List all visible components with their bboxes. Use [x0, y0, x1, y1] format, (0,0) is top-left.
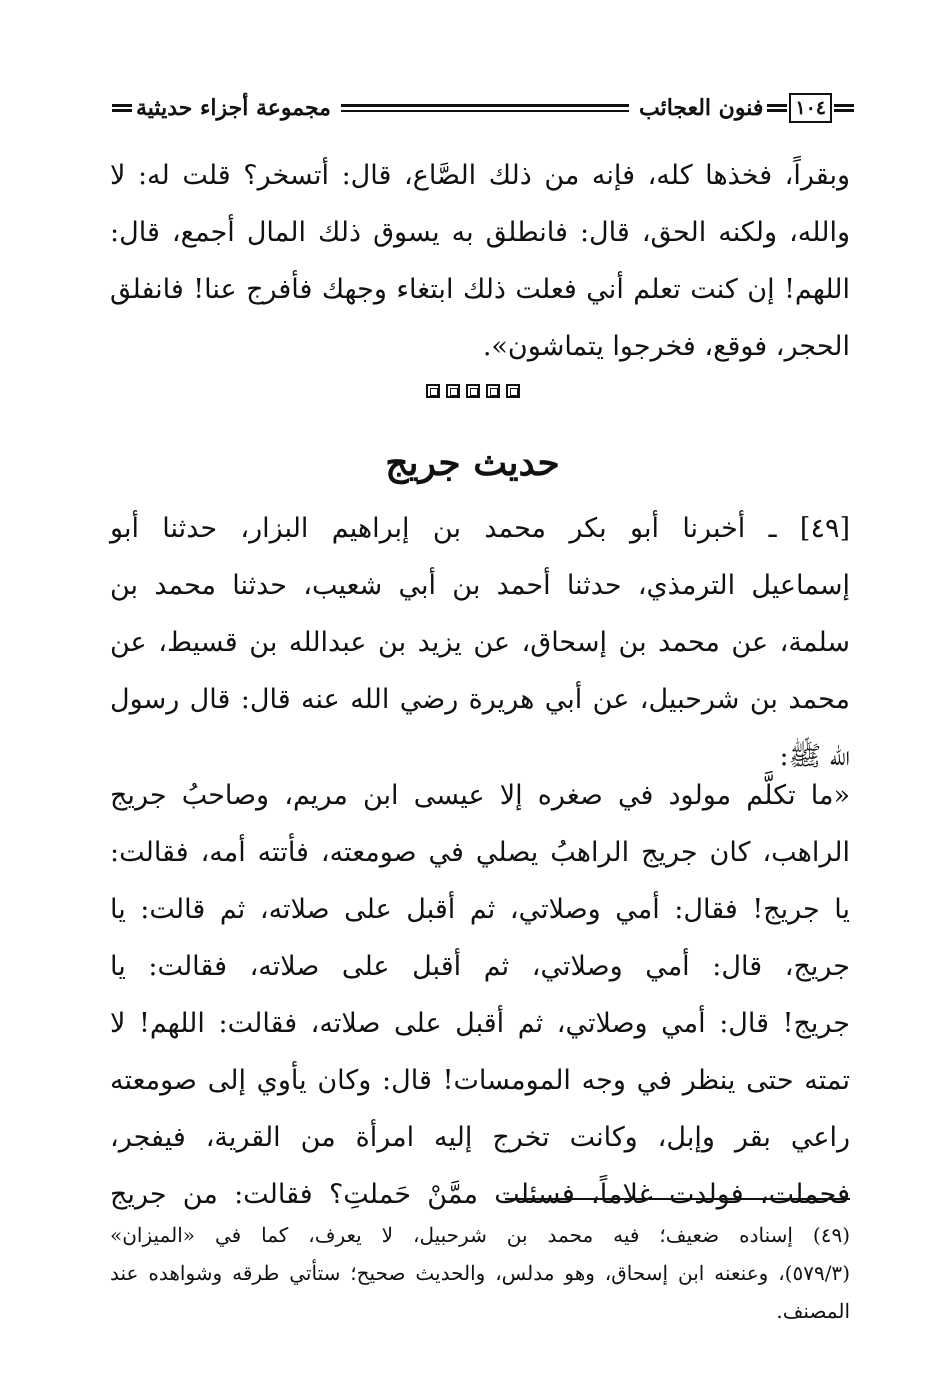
text-line: «ما تكلَّم مولود في صغره إلا عيسى ابن مريم، وصاحبُ جريج: [110, 780, 850, 811]
section-separator: [0, 379, 945, 404]
text-line: راعي بقر وإبل، وكانت تخرج إليه امرأة من القرية، فيفجر،: [110, 1122, 850, 1153]
text-line: الحجر، فوقع، فخرجوا يتماشون».: [482, 331, 850, 362]
top-paragraph: [110, 147, 850, 375]
header-rule-end: [834, 104, 854, 112]
text-line: تمته حتى ينظر في وجه المومسات! قال: وكان يأوي إلى صومعته: [110, 1065, 850, 1096]
page-number: ١٠٤: [789, 93, 832, 123]
hadith-paragraph: [110, 767, 850, 1223]
footnote-line: (٤٩) إسناده ضعيف؛ فيه محمد بن شرحبيل، لا يعرف، كما في «الميزان»: [110, 1223, 850, 1247]
separator-square-icon: [466, 384, 480, 398]
separator-square-icon: [486, 384, 500, 398]
separator-square-icon: [506, 384, 520, 398]
text-line: [٤٩] ـ أخبرنا أبو بكر محمد بن إبراهيم البزار، حدثنا أبو: [110, 513, 850, 544]
isnad-paragraph: [110, 500, 850, 785]
footnote-line: (٥٧٩/٣)، وعنعنه ابن إسحاق، وهو مدلس، والحديث صحيح؛ ستأتي طرقه وشواهده عند: [110, 1261, 850, 1285]
text-line: جريج، قال: أمي وصلاتي، ثم أقبل على صلاته، فقالت: يا: [110, 951, 850, 982]
text-line: إسماعيل الترمذي، حدثنا أحمد بن أبي شعيب، حدثنا محمد بن: [110, 570, 850, 601]
text-line: محمد بن شرحبيل، عن أبي هريرة رضي الله عنه قال: قال رسول: [110, 684, 850, 715]
text-line: سلمة، عن محمد بن إسحاق، عن يزيد بن عبدالله بن قسيط، عن: [110, 627, 850, 658]
footnote: [110, 1216, 850, 1330]
text-line: والله، ولكنه الحق، قال: فانطلق به يسوق ذلك المال أجمع، قال:: [110, 217, 850, 248]
footnote-divider: [505, 1198, 850, 1200]
text-line: يا جريج! فقال: أمي وصلاتي، ثم أقبل على صلاته، ثم قالت: يا: [110, 894, 850, 925]
text-line: فحملت، فولدت غلاماً، فسئلت ممَّنْ حَملتِ؟ فقالت: من جريج: [110, 1179, 850, 1210]
series-title: مجموعة أجزاء حديثية: [136, 95, 331, 121]
running-header: [112, 88, 854, 128]
section-title: حديث جريج: [385, 442, 560, 484]
text-line: الله ﷺ:: [779, 741, 850, 772]
footnote-line: المصنف.: [776, 1299, 850, 1323]
text-line: وبقراً، فخذها كله، فإنه من ذلك الصَّاع، قال: أتسخر؟ قلت له: لا: [110, 160, 850, 191]
header-rule-start: [112, 104, 132, 112]
separator-square-icon: [446, 384, 460, 398]
header-rule: [341, 104, 629, 112]
separator-square-icon: [426, 384, 440, 398]
text-line: الراهب، كان جريج الراهبُ يصلي في صومعته، فأتته أمه، فقالت:: [110, 837, 850, 868]
text-line: اللهم! إن كنت تعلم أني فعلت ذلك ابتغاء وجهك فأفرج عنا! فانفلق: [110, 274, 850, 305]
header-rule-mid: [767, 104, 787, 112]
book-title: فنون العجائب: [638, 95, 764, 121]
text-line: جريج! قال: أمي وصلاتي، ثم أقبل على صلاته، فقالت: اللهم! لا: [110, 1008, 850, 1039]
